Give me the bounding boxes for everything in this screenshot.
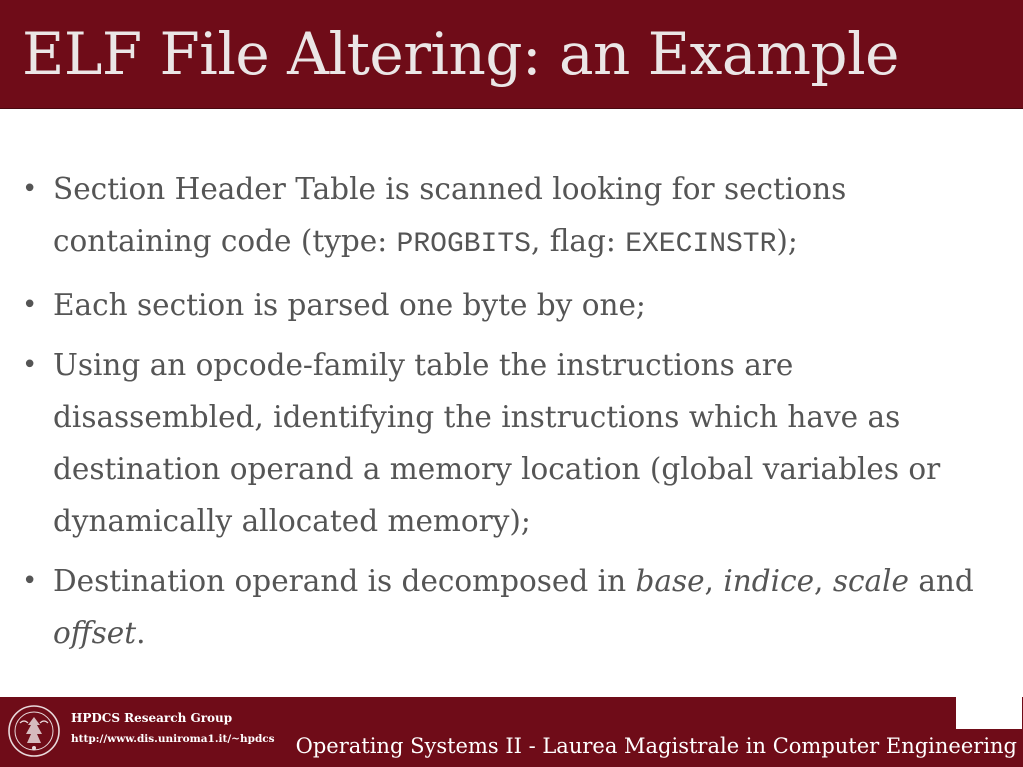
university-seal-icon [6, 701, 62, 761]
bullet-text: Destination operand is decomposed in [53, 564, 636, 598]
bullet-text: , [814, 564, 833, 598]
bullet-text: EXECINSTR [625, 229, 777, 260]
research-group-name: HPDCS Research Group [71, 711, 233, 725]
footer-bar [0, 697, 1023, 767]
bullet-list [0, 163, 1023, 667]
bullet-text: and [908, 564, 974, 598]
page-number-box [956, 697, 1022, 729]
bullet-text: Section Header Table is scanned looking for sections containing code (type: [53, 172, 847, 258]
bullet-text: , flag: [530, 224, 626, 258]
bullet-dot-icon: • [22, 174, 38, 204]
bullet-text: PROGBITS [396, 229, 531, 260]
research-group-url[interactable]: http://www.dis.uniroma1.it/~hpdcs [71, 733, 275, 745]
bullet-text: , [704, 564, 724, 598]
bullet-text: Using an opcode-family table the instructions are disassembled, identifying the instructions which have as destination operand a memory location (global variables or dynamically allocated memory); [53, 348, 941, 538]
bullet-item [0, 279, 1023, 331]
bullet-text: . [136, 616, 146, 650]
bullet-item [0, 555, 1023, 659]
bullet-text: Each section is parsed one byte by one; [53, 288, 646, 322]
bullet-item [0, 339, 1023, 547]
bullet-text: ); [776, 224, 798, 258]
bullet-text: indice [723, 564, 815, 598]
bullet-text: scale [832, 564, 909, 598]
bullet-dot-icon: • [22, 566, 38, 596]
bullet-text: offset [53, 616, 137, 650]
bullet-dot-icon: • [22, 350, 38, 380]
bullet-dot-icon: • [22, 290, 38, 320]
course-name: Operating Systems II - Laurea Magistrale in Computer Engineering [295, 734, 1017, 758]
slide-title: ELF File Altering: an Example [22, 20, 899, 88]
title-bar [0, 0, 1023, 109]
bullet-text: base [635, 564, 705, 598]
bullet-item [0, 163, 1023, 271]
